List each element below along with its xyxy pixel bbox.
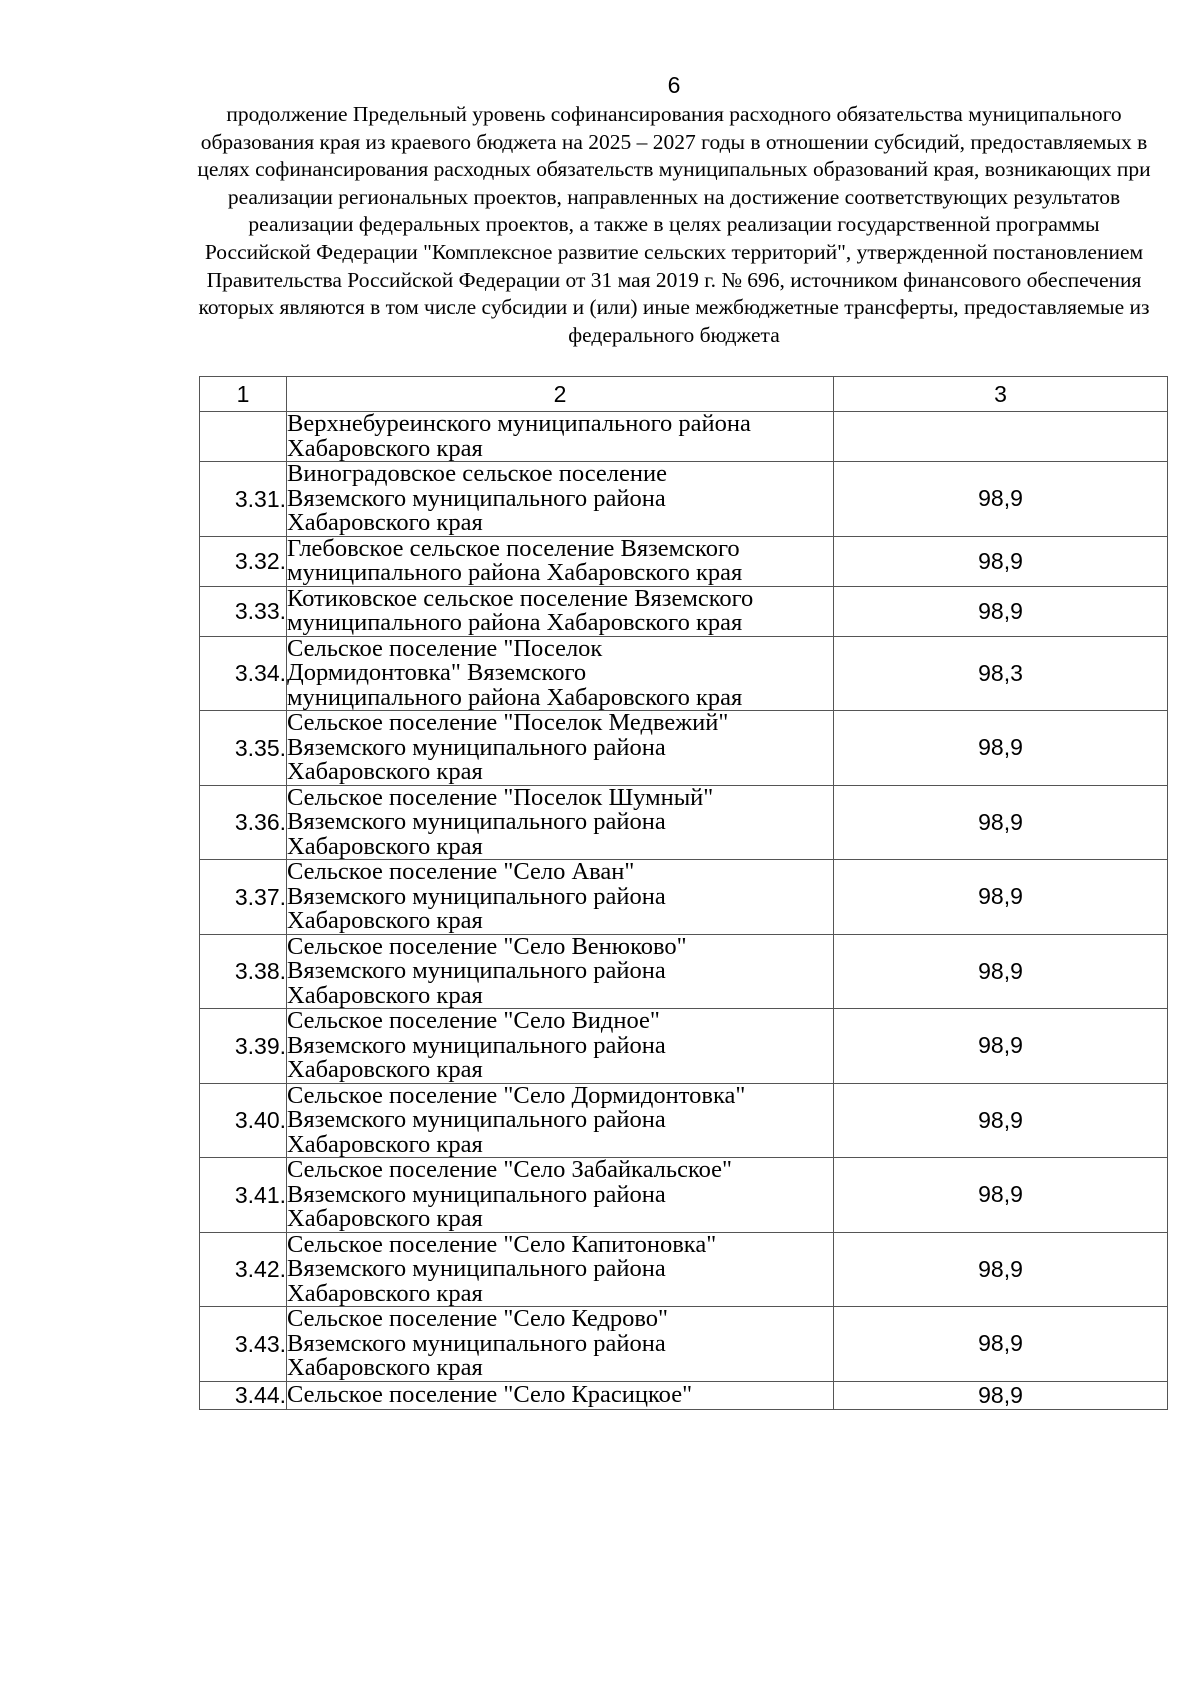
table-row	[200, 1009, 1168, 1084]
table-row	[200, 1307, 1168, 1382]
municipality-name-line: Сельское поселение "Село Дормидонтовка"	[287, 1081, 746, 1109]
municipality-name-line: Вяземского муниципального района	[287, 1180, 666, 1208]
cofinancing-level: 98,9	[834, 1158, 1168, 1233]
municipality-name	[287, 860, 834, 935]
table-row	[200, 1232, 1168, 1307]
municipality-name	[287, 1009, 834, 1084]
table-row	[200, 586, 1168, 636]
cofinancing-level: 98,9	[834, 536, 1168, 586]
municipality-name-line: Хабаровского края	[287, 434, 483, 462]
column-number-1: 1	[200, 377, 287, 412]
municipality-name	[287, 934, 834, 1009]
municipality-name	[287, 536, 834, 586]
municipality-name	[287, 785, 834, 860]
municipality-name-line: Вяземского муниципального района	[287, 1031, 666, 1059]
municipality-name-line: Сельское поселение "Село Аван"	[287, 858, 635, 885]
municipality-name-line: Вяземского муниципального района	[287, 1255, 666, 1282]
cofinancing-level	[834, 412, 1168, 462]
row-number: 3.37.	[200, 860, 287, 935]
row-number: 3.44.	[200, 1381, 287, 1409]
municipality-name-line: Сельское поселение "Поселок	[287, 634, 603, 662]
municipality-name-line: Хабаровского края	[287, 1354, 483, 1381]
municipality-name-line: Хабаровского края	[287, 509, 483, 536]
municipality-name-line: Сельское поселение "Село Видное"	[287, 1007, 660, 1034]
municipality-name-line: Хабаровского края	[287, 907, 483, 934]
row-number	[200, 412, 287, 462]
municipality-name	[287, 412, 834, 462]
row-number: 3.42.	[200, 1232, 287, 1307]
table-row	[200, 934, 1168, 1009]
row-number: 3.33.	[200, 586, 287, 636]
cofinancing-level: 98,9	[834, 462, 1168, 537]
municipality-name-line: муниципального района Хабаровского края	[287, 559, 743, 586]
municipality-name-line: Котиковское сельское поселение Вяземского	[287, 584, 754, 612]
row-number: 3.39.	[200, 1009, 287, 1084]
table-body	[200, 377, 1168, 1410]
municipality-name	[287, 1158, 834, 1233]
table-row	[200, 860, 1168, 935]
table-row	[200, 1083, 1168, 1158]
cofinancing-level: 98,9	[834, 785, 1168, 860]
cofinancing-level: 98,9	[834, 1009, 1168, 1084]
table-row	[200, 462, 1168, 537]
table-row	[200, 1381, 1168, 1409]
cofinancing-level: 98,9	[834, 1307, 1168, 1382]
municipality-name-line: Хабаровского края	[287, 832, 483, 860]
municipality-name-line: Вяземского муниципального района	[287, 484, 666, 512]
row-number: 3.36.	[200, 785, 287, 860]
cofinancing-level: 98,9	[834, 860, 1168, 935]
cofinancing-level: 98,3	[834, 636, 1168, 711]
row-number: 3.40.	[200, 1083, 287, 1158]
municipality-name-line: Сельское поселение "Село Капитоновка"	[287, 1230, 717, 1258]
table-row	[200, 536, 1168, 586]
municipality-name-line: Хабаровского края	[287, 758, 483, 785]
column-number-3: 3	[834, 377, 1168, 412]
municipality-name-line: Сельское поселение "Село Забайкальское"	[287, 1156, 733, 1183]
municipality-name-line: Сельское поселение "Поселок Шумный"	[287, 783, 714, 811]
municipality-name-line: муниципального района Хабаровского края	[287, 683, 743, 711]
municipality-name-line: Сельское поселение "Село Красицкое"	[287, 1380, 693, 1408]
municipality-name-line: Хабаровского края	[287, 981, 483, 1009]
cofinancing-level: 98,9	[834, 934, 1168, 1009]
table-row	[200, 711, 1168, 786]
column-number-row	[200, 377, 1168, 412]
municipality-name-line: Виноградовское сельское поселение	[287, 460, 667, 487]
municipality-name-line: Сельское поселение "Село Венюково"	[287, 932, 687, 960]
cofinancing-level: 98,9	[834, 1083, 1168, 1158]
row-number: 3.34.	[200, 636, 287, 711]
row-number: 3.32.	[200, 536, 287, 586]
cofinancing-level: 98,9	[834, 586, 1168, 636]
row-number: 3.38.	[200, 934, 287, 1009]
municipality-name-line: Верхнебуреинского муниципального района	[287, 410, 751, 437]
municipality-name-line: Дормидонтовка" Вяземского	[287, 659, 587, 686]
table-heading: продолжение Предельный уровень софинансирования расходного обязательства муниципального образования края из краевого бюджета на 2025 – 2027 годы в отношении субсидий, предоставляемых в целях софинансирования расходных обязательств муниципальных образований края, возникающих при реализации региональных проектов, направленных на достижение соответствующих результатов реализации федеральных проектов, а также в целях реализации государственной программы Российской Федерации "Комплексное развитие сельских территорий", утвержденной постановлением Правительства Российской Федерации от 31 мая 2019 г. № 696, источником финансового обеспечения которых являются в том числе субсидии и (или) иные межбюджетные трансферты, предоставляемые из федерального бюджета	[197, 102, 1151, 347]
page-number: 6	[667, 72, 681, 98]
municipality-name-line: Вяземского муниципального района	[287, 1106, 666, 1133]
row-number: 3.43.	[200, 1307, 287, 1382]
row-number: 3.41.	[200, 1158, 287, 1233]
cofinancing-level: 98,9	[834, 1232, 1168, 1307]
municipality-name-line: Вяземского муниципального района	[287, 808, 666, 835]
municipality-name-line: Хабаровского края	[287, 1130, 483, 1158]
municipality-name	[287, 1083, 834, 1158]
column-number-2: 2	[287, 377, 834, 412]
municipality-name-line: Глебовское сельское поселение Вяземского	[287, 534, 740, 562]
municipality-name-line: Сельское поселение "Поселок Медвежий"	[287, 709, 729, 736]
municipality-name-line: Вяземского муниципального района	[287, 957, 666, 984]
table-row	[200, 1158, 1168, 1233]
cofinancing-level: 98,9	[834, 1381, 1168, 1409]
municipality-name-line: Сельское поселение "Село Кедрово"	[287, 1305, 669, 1332]
row-number: 3.31.	[200, 462, 287, 537]
municipality-name-line: Хабаровского края	[287, 1205, 483, 1232]
municipality-name-line: муниципального района Хабаровского края	[287, 609, 743, 636]
table-row	[200, 785, 1168, 860]
municipality-name-line: Хабаровского края	[287, 1056, 483, 1083]
municipality-name	[287, 1307, 834, 1382]
table-row	[200, 412, 1168, 462]
municipality-name	[287, 1381, 834, 1409]
municipality-name-line: Вяземского муниципального района	[287, 1329, 666, 1357]
municipality-name-line: Хабаровского края	[287, 1279, 483, 1307]
table-row	[200, 636, 1168, 711]
cofinancing-level: 98,9	[834, 711, 1168, 786]
municipality-name-line: Вяземского муниципального района	[287, 733, 666, 761]
municipality-name	[287, 586, 834, 636]
municipality-name	[287, 462, 834, 537]
municipality-name	[287, 1232, 834, 1307]
municipality-name	[287, 636, 834, 711]
municipality-name	[287, 711, 834, 786]
municipality-name-line: Вяземского муниципального района	[287, 882, 666, 910]
subsidy-table	[199, 376, 1168, 1410]
row-number: 3.35.	[200, 711, 287, 786]
